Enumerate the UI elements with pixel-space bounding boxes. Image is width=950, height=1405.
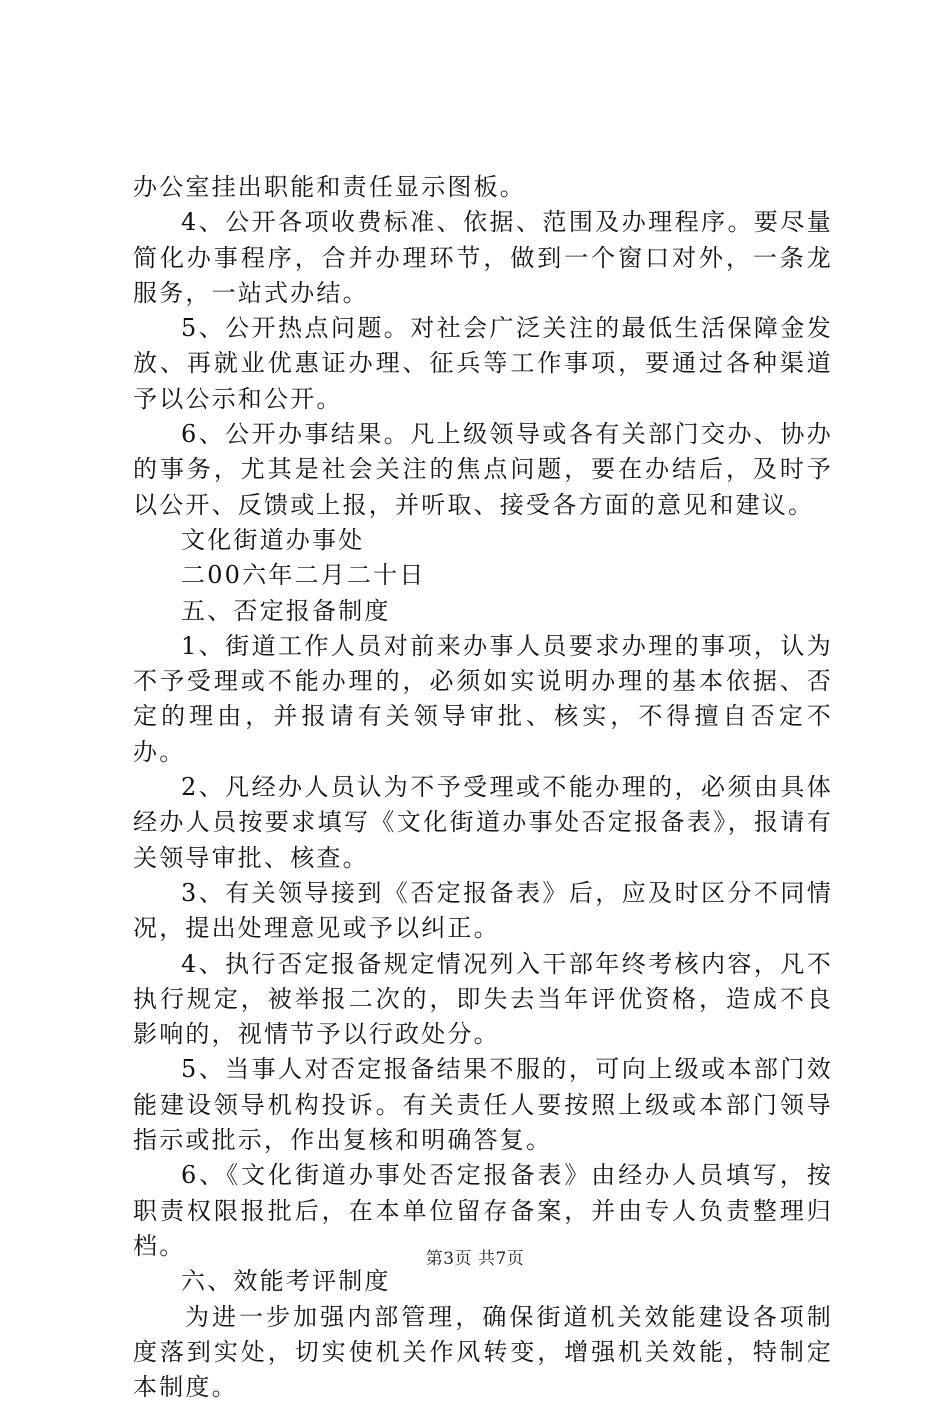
page-number-footer: 第3页 共7页 [0,1244,950,1269]
paragraph-item-5: 5、公开热点问题。对社会广泛关注的最低生活保障金发放、再就业优惠证办理、征兵等工作事项，要通过各种渠道予以公示和公开。 [133,311,833,417]
signature-date: 二00六年二月二十日 [133,558,833,593]
paragraph-evaluation-intro: 为进一步加强内部管理，确保街道机关效能建设各项制度落到实处，切实使机关作风转变，增强机关效能，特制定本制度。 [133,1300,833,1405]
paragraph-veto-2: 2、凡经办人员认为不予受理或不能办理的，必须由具体经办人员按要求填写《文化街道办事处否定报备表》，报请有关领导审批、核查。 [133,770,833,876]
signature-organization: 文化街道办事处 [133,523,833,558]
paragraph-veto-4: 4、执行否定报备规定情况列入干部年终考核内容，凡不执行规定，被举报二次的，即失去当年评优资格，造成不良影响的，视情节予以行政处分。 [133,947,833,1053]
paragraph-item-6: 6、公开办事结果。凡上级领导或各有关部门交办、协办的事务，尤其是社会关注的焦点问题，要在办结后，及时予以公开、反馈或上报，并听取、接受各方面的意见和建议。 [133,417,833,523]
document-body [133,170,833,1405]
section-heading-efficiency-evaluation: 六、效能考评制度 [133,1264,833,1299]
paragraph-veto-3: 3、有关领导接到《否定报备表》后，应及时区分不同情况，提出处理意见或予以纠正。 [133,876,833,947]
paragraph-item-4: 4、公开各项收费标准、依据、范围及办理程序。要尽量简化办事程序，合并办理环节，做到一个窗口对外，一条龙服务，一站式办结。 [133,205,833,311]
paragraph-veto-1: 1、街道工作人员对前来办事人员要求办理的事项，认为不予受理或不能办理的，必须如实说明办理的基本依据、否定的理由，并报请有关领导审批、核实，不得擅自否定不办。 [133,629,833,770]
paragraph-veto-6: 6、《文化街道办事处否定报备表》由经办人员填写，按职责权限报批后，在本单位留存备案，并由专人负责整理归档。 [133,1158,833,1264]
paragraph-veto-5: 5、当事人对否定报备结果不服的，可向上级或本部门效能建设领导机构投诉。有关责任人要按照上级或本部门领导指示或批示，作出复核和明确答复。 [133,1052,833,1158]
section-heading-veto-filing: 五、否定报备制度 [133,594,833,629]
paragraph-continuation: 办公室挂出职能和责任显示图板。 [133,170,833,205]
